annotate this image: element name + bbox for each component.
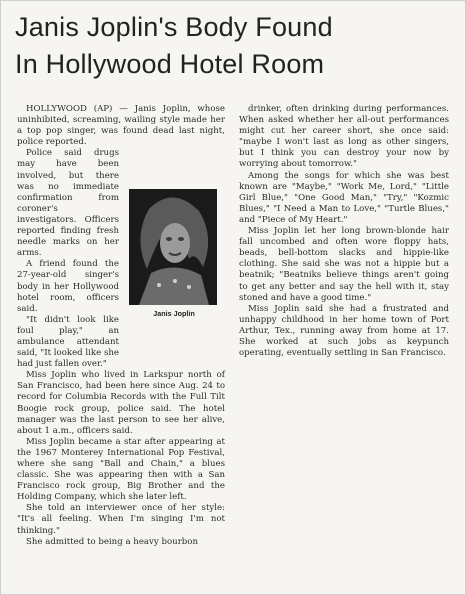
- paragraph-hippie: Miss Joplin let her long brown-blonde hair fall uncombed and often wore floppy hats, beads, bell-bottom slacks and hippie-like clothing. She said she was not a hippie but a beatnik; "Beatniks believe things aren't going to get any better and say the hell with it, stay stoned and have a good time.": [239, 226, 449, 303]
- portrait-photo: [129, 189, 217, 305]
- paragraph-friend: A friend found the 27-year-old singer's body in her Hollywood hotel room, officers said.: [17, 259, 119, 314]
- paragraph-monterey: Miss Joplin became a star after appearing at the 1967 Monterey International Pop Festival, where she sang "Ball and Chain," a blues classic. She was appearing then with a San Francisco rock group, Big Brother and the Holding Company, which she later left.: [17, 436, 225, 503]
- paragraph-drugs: Police said drugs may have been involved, but there was no immediate confirmation from coroner's investigators. Officers reported finding fresh needle marks on her arms.: [17, 148, 119, 259]
- headline: [15, 9, 455, 83]
- paragraph-larkspur: Miss Joplin who lived in Larkspur north of San Francisco, had been here since Aug. 24 to record for Columbia Records with the Full Tilt Boogie rock group, police said. The hotel manager was the last person to see her alive, about 1 a.m., officers said.: [17, 370, 225, 436]
- headline-line-2: In Hollywood Hotel Room: [15, 49, 325, 79]
- right-column: [239, 104, 449, 359]
- paragraph-bourbon: She admitted to being a heavy bourbon: [26, 536, 199, 547]
- headline-line-1: Janis Joplin's Body Found: [15, 12, 333, 42]
- photo-caption: Janis Joplin: [153, 309, 195, 318]
- portrait-image: [129, 189, 217, 305]
- paragraph-dateline: HOLLYWOOD (AP) — Janis Joplin, whose uninhibited, screaming, wailing style made her a top pop singer, was found dead last night, police reported.: [17, 104, 225, 148]
- paragraph-ambulance: "It didn't look like foul play," an ambulance attendant said, "It looked like she had just fallen over.": [17, 314, 119, 370]
- photo-block: [129, 189, 219, 318]
- left-column: [17, 104, 225, 548]
- paragraph-interview: She told an interviewer once of her style: "It's all feeling. When I'm singing I'm not thinking.": [17, 503, 225, 536]
- paragraph-songs: Among the songs for which she was best known are "Maybe," "Work Me, Lord," "Little Girl Blue," "One Good Man," "Try," "Kozmic Blues," "I Need a Man to Love," "Turtle Blues," and "Piece of My Heart.": [239, 170, 449, 225]
- paragraph-childhood: Miss Joplin said she had a frustrated and unhappy childhood in her home town of Port Arthur, Tex., running away from home at 17. She worked at such jobs as keypunch operating, eventually settling in San Francisco.: [239, 303, 449, 359]
- paragraph-drinker: drinker, often drinking during performances. When asked whether her all-out performances might cut her career short, she once said: "maybe I won't last as long as other singers, but I think you can destroy your now by worrying about tomorrow.": [239, 104, 449, 170]
